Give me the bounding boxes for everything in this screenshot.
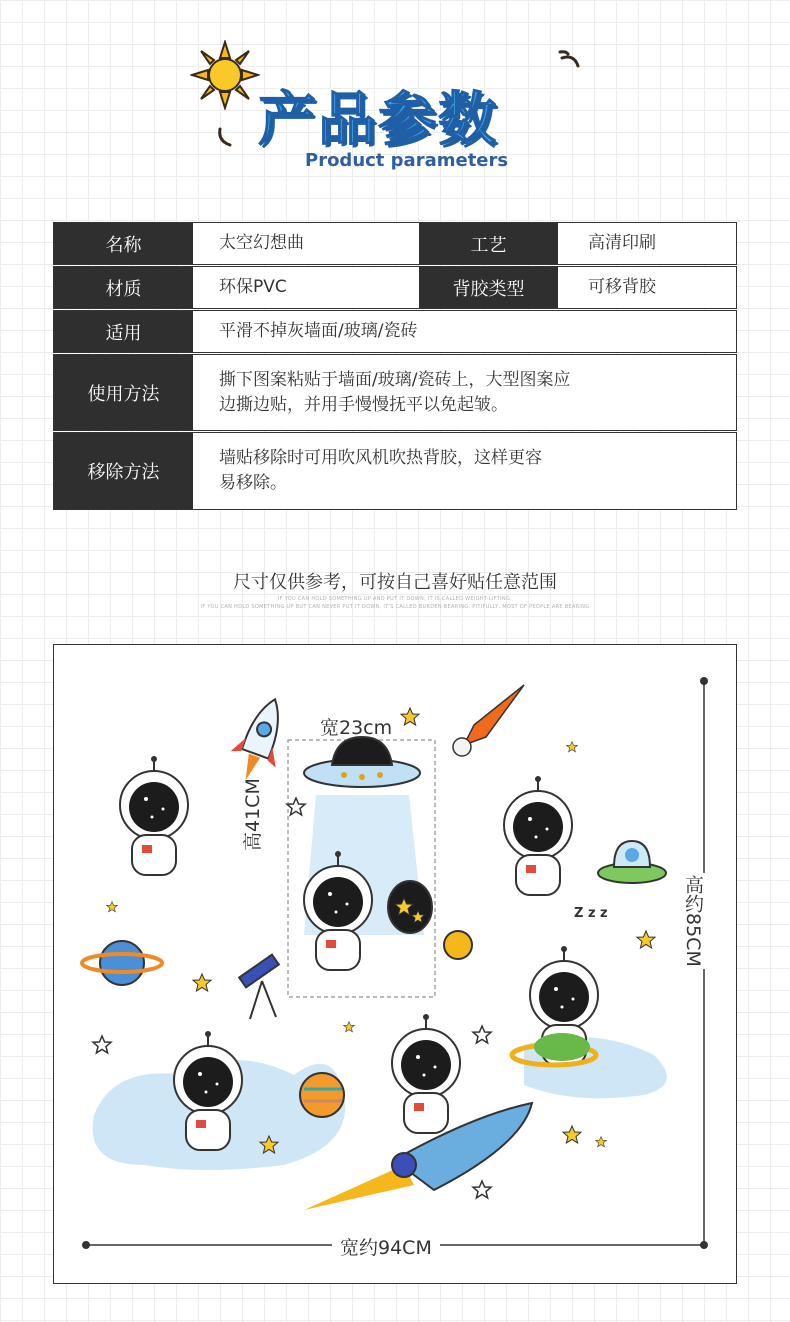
param-value: 太空幻想曲 bbox=[219, 233, 304, 253]
star-jar-icon bbox=[388, 881, 432, 933]
total-width-label: 宽约94CM bbox=[332, 1233, 440, 1260]
star-icon bbox=[473, 1026, 491, 1043]
astronaut-icon bbox=[392, 1014, 460, 1133]
star-icon bbox=[93, 1036, 111, 1053]
header bbox=[0, 0, 790, 200]
param-label: 名称 bbox=[54, 223, 193, 264]
param-label: 使用方法 bbox=[54, 355, 193, 430]
star-icon bbox=[193, 974, 211, 991]
param-row bbox=[53, 310, 737, 353]
param-row bbox=[53, 354, 737, 431]
sun-icon bbox=[190, 40, 260, 110]
sleep-z-icon: Z z z bbox=[574, 906, 608, 921]
param-value: 墙贴移除时可用吹风机吹热背胶，这样更容 易移除。 bbox=[219, 448, 542, 493]
param-value: 平滑不掉灰墙面/玻璃/瓷砖 bbox=[219, 321, 418, 341]
param-label: 工艺 bbox=[419, 223, 558, 264]
star-icon bbox=[107, 902, 118, 912]
page-subtitle: Product parameters bbox=[305, 150, 509, 171]
total-height-label: 高约85CM bbox=[680, 873, 707, 969]
planet-icon bbox=[82, 941, 162, 985]
alien-ufo-icon bbox=[598, 841, 666, 883]
star-icon bbox=[567, 742, 578, 752]
star-icon bbox=[563, 1126, 581, 1143]
decorative-english-line: IF YOU CAN HOLD SOMETHING UP AND PUT IT DOWN, IT IS CALLED WEIGHT-LIFTING; bbox=[277, 596, 513, 602]
size-note: 尺寸仅供参考，可按自己喜好贴任意范围 bbox=[233, 572, 557, 593]
star-icon bbox=[344, 1022, 355, 1032]
ufo-icon bbox=[304, 737, 420, 787]
param-label: 背胶类型 bbox=[419, 267, 558, 308]
inner-width-label: 宽23cm bbox=[320, 717, 393, 739]
planet-icon bbox=[300, 1073, 344, 1117]
sun-icon bbox=[444, 931, 472, 959]
param-row bbox=[53, 266, 737, 309]
star-icon bbox=[637, 931, 655, 948]
param-value: 环保PVC bbox=[219, 277, 287, 297]
param-label: 适用 bbox=[54, 311, 193, 352]
astronaut-icon bbox=[504, 776, 572, 895]
size-illustration-frame bbox=[53, 644, 737, 1284]
telescope-icon bbox=[239, 955, 279, 1019]
param-row bbox=[53, 222, 737, 265]
wall-sticker-illustration bbox=[54, 645, 736, 1283]
star-icon bbox=[596, 1137, 607, 1147]
page-title: 产品参数 bbox=[258, 85, 499, 153]
decoration-arcs-icon bbox=[216, 125, 246, 155]
decorative-english-line: IF YOU CAN HOLD SOMETHING UP BUT CAN NEVER PUT IT DOWN, IT'S CALLED BURDEN-BEARING. PITIFULLY, MOST OF PEOPLE ARE BEARING bbox=[200, 604, 590, 610]
param-label: 移除方法 bbox=[54, 433, 193, 509]
star-icon bbox=[401, 708, 419, 725]
inner-height-label: 高41CM bbox=[242, 778, 264, 851]
dimension-dot bbox=[82, 1241, 90, 1249]
param-value: 撕下图案粘贴于墙面/玻璃/瓷砖上，大型图案应 边撕边贴，并用手慢慢抚平以免起皱。 bbox=[219, 369, 571, 415]
star-icon bbox=[287, 798, 305, 815]
param-label: 材质 bbox=[54, 267, 193, 308]
star-icon bbox=[473, 1181, 491, 1198]
param-value: 高清印刷 bbox=[588, 233, 656, 253]
meteor-icon bbox=[453, 685, 524, 756]
param-value: 可移背胶 bbox=[588, 277, 656, 297]
astronaut-icon bbox=[120, 756, 188, 875]
param-row bbox=[53, 432, 737, 510]
dimension-dot bbox=[700, 677, 708, 685]
